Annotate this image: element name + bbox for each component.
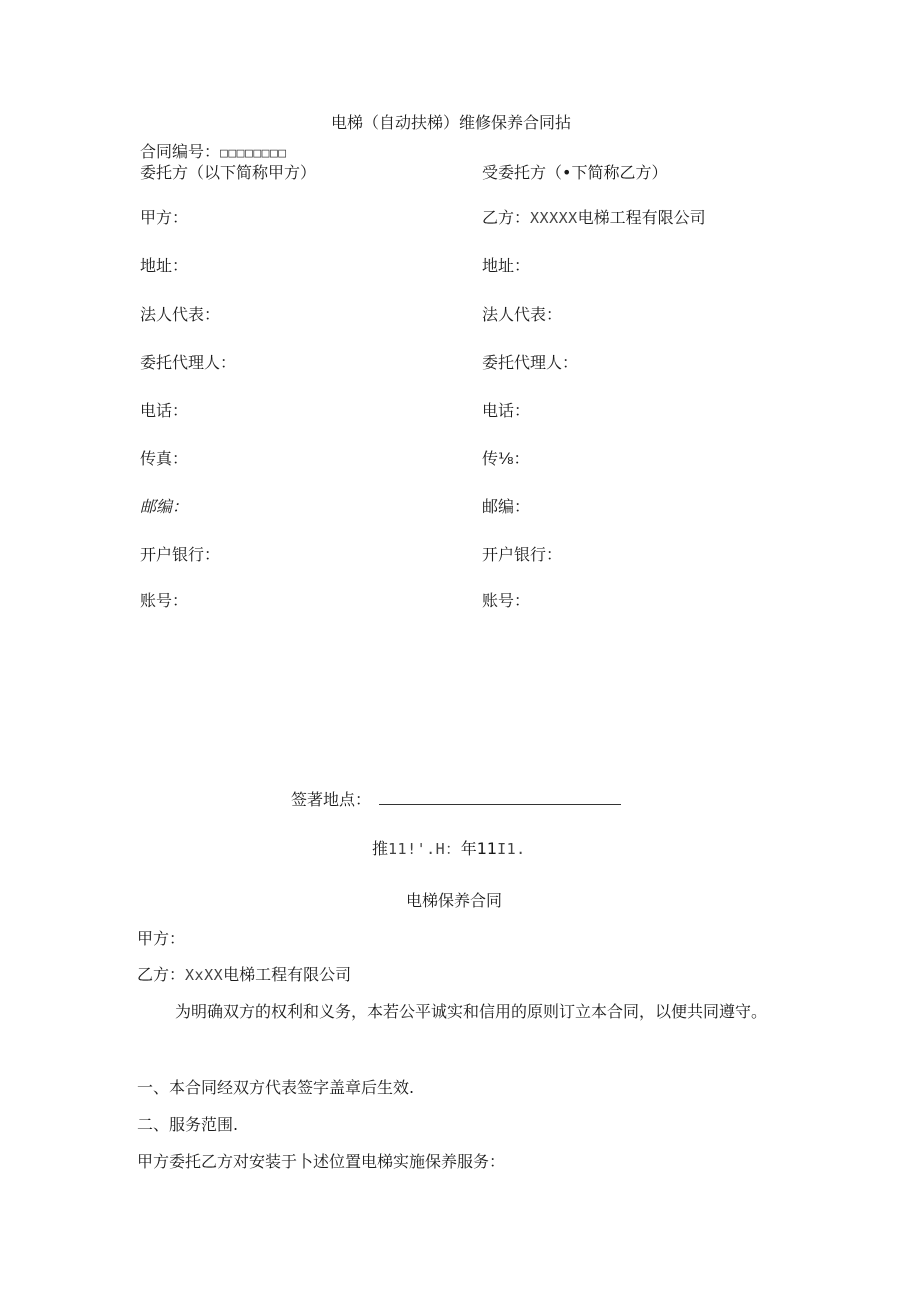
- left-field-legal-rep: 法人代表：: [140, 305, 221, 324]
- sign-place-label: 签著地点：: [291, 790, 372, 809]
- sign-date-line: [372, 839, 526, 859]
- left-field-phone: 电话：: [140, 401, 189, 420]
- date-part-b: 11!'.H：: [388, 840, 461, 858]
- body-heading: 电梯保养合同: [406, 891, 503, 910]
- sign-place: [291, 790, 621, 810]
- left-field-bank: 开户银行：: [140, 545, 221, 564]
- left-field-fax: 传真：: [140, 449, 189, 468]
- clause-3: 甲方委托乙方对安装于卜述位置电梯实施保养服务：: [137, 1152, 506, 1171]
- body-party-b-code: XxXX: [185, 966, 224, 984]
- right-field-legal-rep: 法人代表：: [482, 305, 563, 324]
- body-party-b-label: 乙方：: [137, 965, 186, 984]
- right-party-code: XXXXX: [530, 209, 578, 227]
- right-party-name: 电梯工程有限公司: [577, 208, 706, 227]
- sign-place-blank: [379, 790, 621, 805]
- body-intro-paragraph: 为明确双方的权利和义务，本若公平诚实和信用的原则订立本合同，以便共同遵守。: [175, 1002, 768, 1021]
- date-part-c: 年11: [460, 839, 498, 858]
- right-field-agent: 委托代理人：: [482, 353, 579, 372]
- right-field-phone: 电话：: [482, 401, 531, 420]
- right-field-postcode: 邮编：: [482, 497, 531, 516]
- contract-number: [140, 142, 287, 164]
- left-field-postcode: 邮编：: [140, 497, 189, 516]
- left-field-agent: 委托代理人：: [140, 353, 237, 372]
- contract-title: 电梯（自动扶梯）维修保养合同拈: [331, 113, 572, 132]
- right-field-address: 地址：: [482, 256, 531, 275]
- clause-2: 二、服务范围.: [137, 1115, 239, 1134]
- left-field-address: 地址：: [140, 256, 189, 275]
- contract-number-label: 合同编号：: [140, 142, 221, 161]
- date-part-a: 推: [372, 839, 389, 858]
- right-party-header: 受委托方（•下简称乙方）: [482, 163, 668, 182]
- right-field-account: 账号：: [482, 591, 531, 610]
- clause-1: 一、本合同经双方代表签字盖章后生效.: [137, 1078, 415, 1097]
- body-party-a: 甲方：: [137, 929, 186, 948]
- left-party-header: 委托方（以下简称甲方）: [140, 163, 317, 182]
- date-part-d: I1.: [497, 840, 526, 858]
- right-field-party: [482, 208, 706, 228]
- right-field-fax: 传⅛：: [482, 449, 530, 468]
- left-field-account: 账号：: [140, 591, 189, 610]
- body-party-b: [137, 965, 351, 985]
- right-field-bank: 开户银行：: [482, 545, 563, 564]
- body-party-b-name: 电梯工程有限公司: [223, 965, 352, 984]
- right-field-party-label: 乙方：: [482, 208, 531, 227]
- contract-number-value: □□□□□□□□: [220, 146, 287, 161]
- left-field-party: 甲方：: [140, 208, 189, 227]
